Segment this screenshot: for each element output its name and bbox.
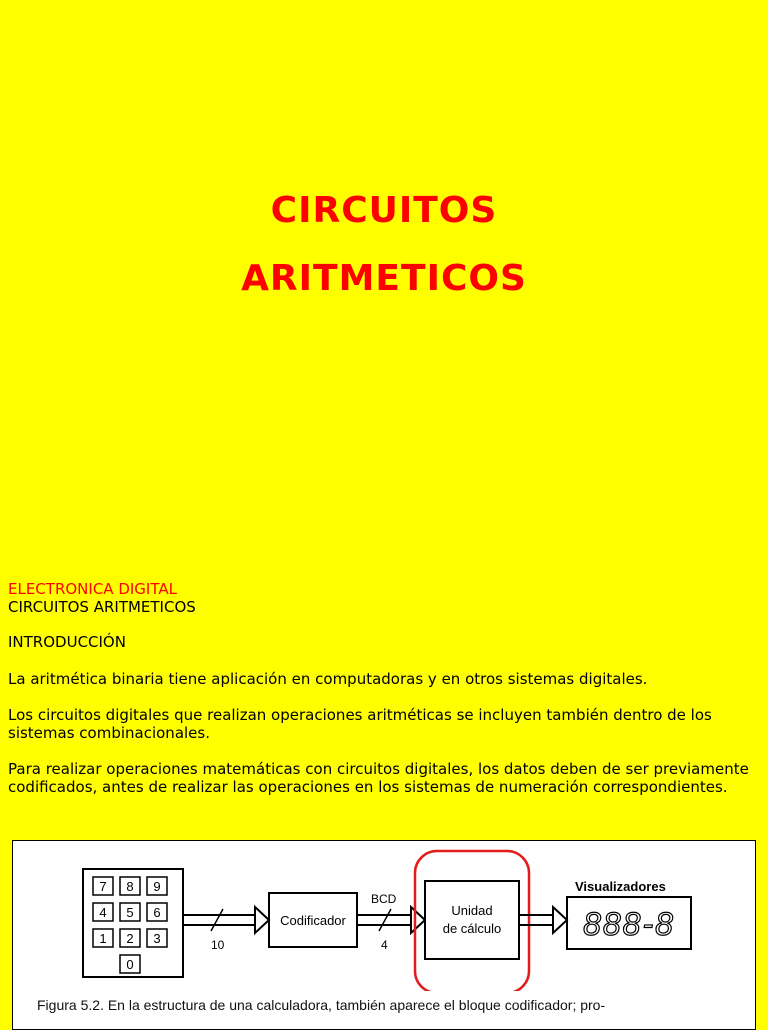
keypad-key-label: 0: [126, 957, 134, 972]
display-digits: 888-8: [583, 906, 675, 942]
paragraph-3: Para realizar operaciones matemáticas con circuitos digitales, los datos deben de ser previamente codificados, antes de realizar las operaciones en los sistemas de numeración correspondientes.: [8, 760, 749, 796]
diagram-svg: [13, 841, 756, 991]
calc-unit-block: [425, 881, 519, 959]
keypad-key-label: 2: [126, 931, 134, 946]
arrow-calc-to-display: [519, 907, 567, 933]
keypad-key-label: 6: [153, 905, 161, 920]
topic-label: CIRCUITOS ARITMETICOS: [8, 598, 196, 616]
calculator-block-diagram: [12, 840, 756, 1030]
keypad-key-label: 3: [153, 931, 161, 946]
section-heading: INTRODUCCIÓN: [8, 633, 126, 651]
bus-label-bcd: BCD: [371, 892, 397, 906]
course-label: ELECTRONICA DIGITAL: [8, 580, 177, 598]
arrow-keypad-to-encoder: [183, 907, 269, 952]
keypad-key-label: 8: [126, 879, 134, 894]
keypad-key-label: 4: [99, 905, 107, 920]
encoder-label: Codificador: [280, 913, 346, 928]
figure-caption: Figura 5.2. En la estructura de una calculadora, también aparece el bloque codificador; pro-: [37, 997, 606, 1013]
paragraph-2: Los circuitos digitales que realizan operaciones aritméticas se incluyen también dentro de los sistemas combinacionales.: [8, 706, 712, 742]
slide-title-line-2: ARITMETICOS: [241, 258, 527, 299]
calc-unit-line2: de cálculo: [442, 921, 502, 936]
bus-label-4: 4: [381, 938, 388, 952]
display-title: Visualizadores: [575, 879, 666, 894]
calc-unit-line1: Unidad: [451, 903, 493, 918]
keypad-key-label: 1: [99, 931, 107, 946]
keypad-keys: [93, 877, 167, 973]
keypad-key-label: 5: [126, 905, 134, 920]
keypad-key-label: 9: [153, 879, 161, 894]
paragraph-1: La aritmética binaria tiene aplicación en computadoras y en otros sistemas digitales.: [8, 670, 648, 688]
bus-label-10: 10: [211, 938, 225, 952]
keypad-key-label: 7: [99, 879, 107, 894]
slide-title-line-1: CIRCUITOS: [270, 190, 498, 231]
